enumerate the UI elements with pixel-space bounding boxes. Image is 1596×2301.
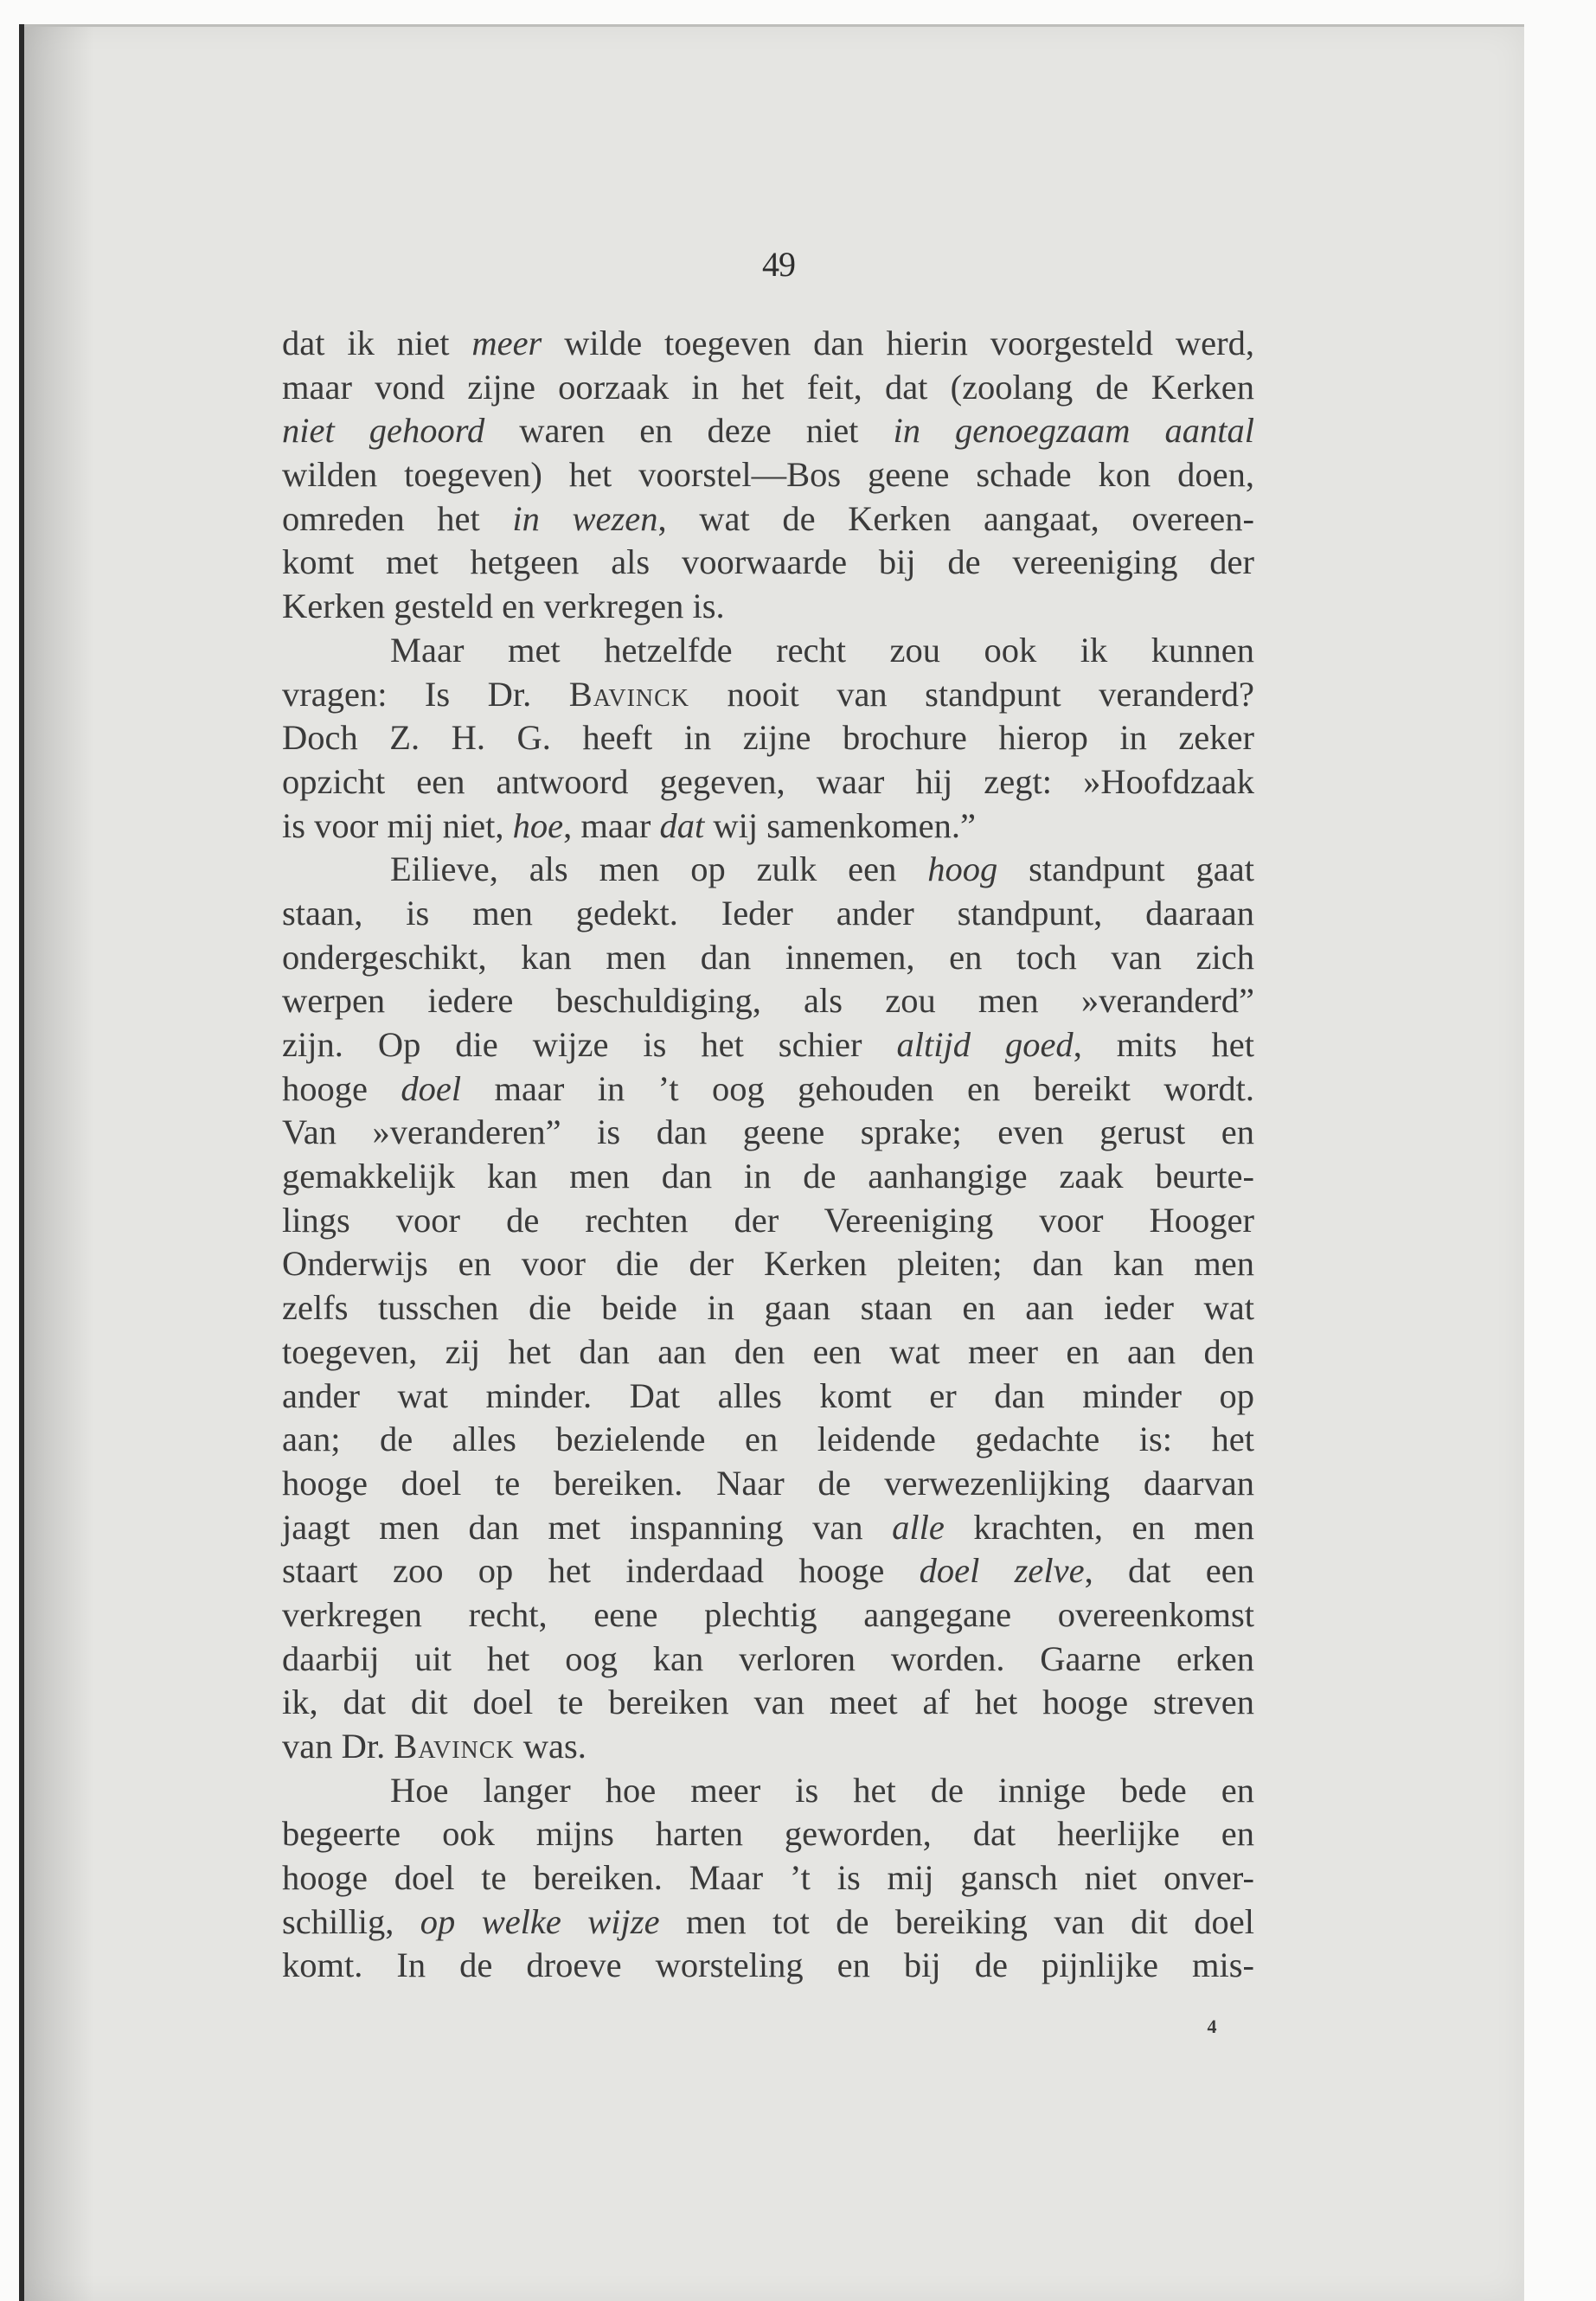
body-text [282,322,1254,1988]
text-line: niet gehoord waren en deze niet in genoegzaam aantal [282,411,1254,451]
text-line: Onderwijs en voor die der Kerken pleiten; dan kan men [282,1244,1254,1284]
text-line: begeerte ook mijns harten geworden, dat heerlijke en [282,1814,1254,1854]
text-line: ander wat minder. Dat alles komt er dan minder op [282,1375,1254,1415]
text-line: hooge doel te bereiken. Maar ’t is mij gansch niet onver- [282,1858,1254,1898]
text-line: dat ik niet meer wilde toegeven dan hierin voorgesteld werd, [282,324,1254,362]
text-line: opzicht een antwoord gegeven, waar hij zegt: »Hoofdzaak [282,761,1254,801]
text-line: Kerken gesteld en verkregen is. [282,586,725,626]
text-line: ik, dat dit doel te bereiken van meet af het hooge streven [282,1682,1254,1722]
text-line: lings voor de rechten der Vereeniging voor Hooger [282,1200,1254,1240]
text-line: zijn. Op die wijze is het schier altijd goed, mits het [282,1025,1254,1064]
text-line: verkregen recht, eene plechtig aangegane overeenkomst [282,1594,1254,1634]
text-line: gemakkelijk kan men dan in de aanhangige zaak beurte- [282,1157,1254,1196]
text-line: van Dr. Bavinck was. [282,1727,586,1766]
text-line: wilden toegeven) het voorstel—Bos geene schade kon doen, [282,455,1254,495]
text-line: is voor mij niet, hoe, maar dat wij samenkomen.” [282,805,976,845]
text-line: staan, is men gedekt. Ieder ander standpunt, daaraan [282,893,1254,933]
text-line: vragen: Is Dr. Bavinck nooit van standpunt veranderd? [282,674,1254,714]
text-line: hooge doel maar in ’t oog gehouden en bereikt wordt. [282,1068,1254,1108]
text-line: Doch Z. H. G. heeft in zijne brochure hierop in zeker [282,718,1254,758]
page-top-edge [19,24,1524,27]
text-line: ondergeschikt, kan men dan innemen, en toch van zich [282,937,1254,977]
gutter-shadow [24,27,93,2301]
page-left-edge [19,24,24,2301]
text-line: schillig, op welke wijze men tot de bereiking van dit doel [282,1901,1254,1941]
text-line: hooge doel te bereiken. Naar de verwezenlijking daarvan [282,1463,1254,1503]
text-line: staart zoo op het inderdaad hooge doel zelve, dat een [282,1551,1254,1591]
text-line: toegeven, zij het dan aan den een wat meer en aan den [282,1331,1254,1371]
text-line: aan; de alles bezielende en leidende gedachte is: het [282,1420,1254,1459]
text-line: komt met hetgeen als voorwaarde bij de vereeniging der [282,542,1254,582]
text-line: zelfs tusschen die beide in gaan staan en aan ieder wat [282,1288,1254,1328]
text-line: Eilieve, als men op zulk een hoog standpunt gaat [390,849,1254,889]
text-line: werpen iedere beschuldiging, als zou men »veranderd” [282,981,1254,1021]
text-line: jaagt men dan met inspanning van alle krachten, en men [282,1507,1255,1547]
page-number: 49 [762,245,795,284]
text-line: komt. In de droeve worsteling en bij de pijnlijke mis- [282,1945,1254,1985]
text-line: Maar met hetzelfde recht zou ook ik kunnen [390,630,1254,670]
signature-mark: 4 [1207,2016,1217,2037]
text-line: omreden het in wezen, wat de Kerken aangaat, overeen- [282,498,1255,538]
text-line: daarbij uit het oog kan verloren worden. Gaarne erken [282,1638,1254,1678]
text-line: Van »veranderen” is dan geene sprake; even gerust en [282,1112,1254,1152]
text-line: Hoe langer hoe meer is het de innige bede en [390,1770,1254,1810]
text-line: maar vond zijne oorzaak in het feit, dat (zoolang de Kerken [282,367,1254,407]
